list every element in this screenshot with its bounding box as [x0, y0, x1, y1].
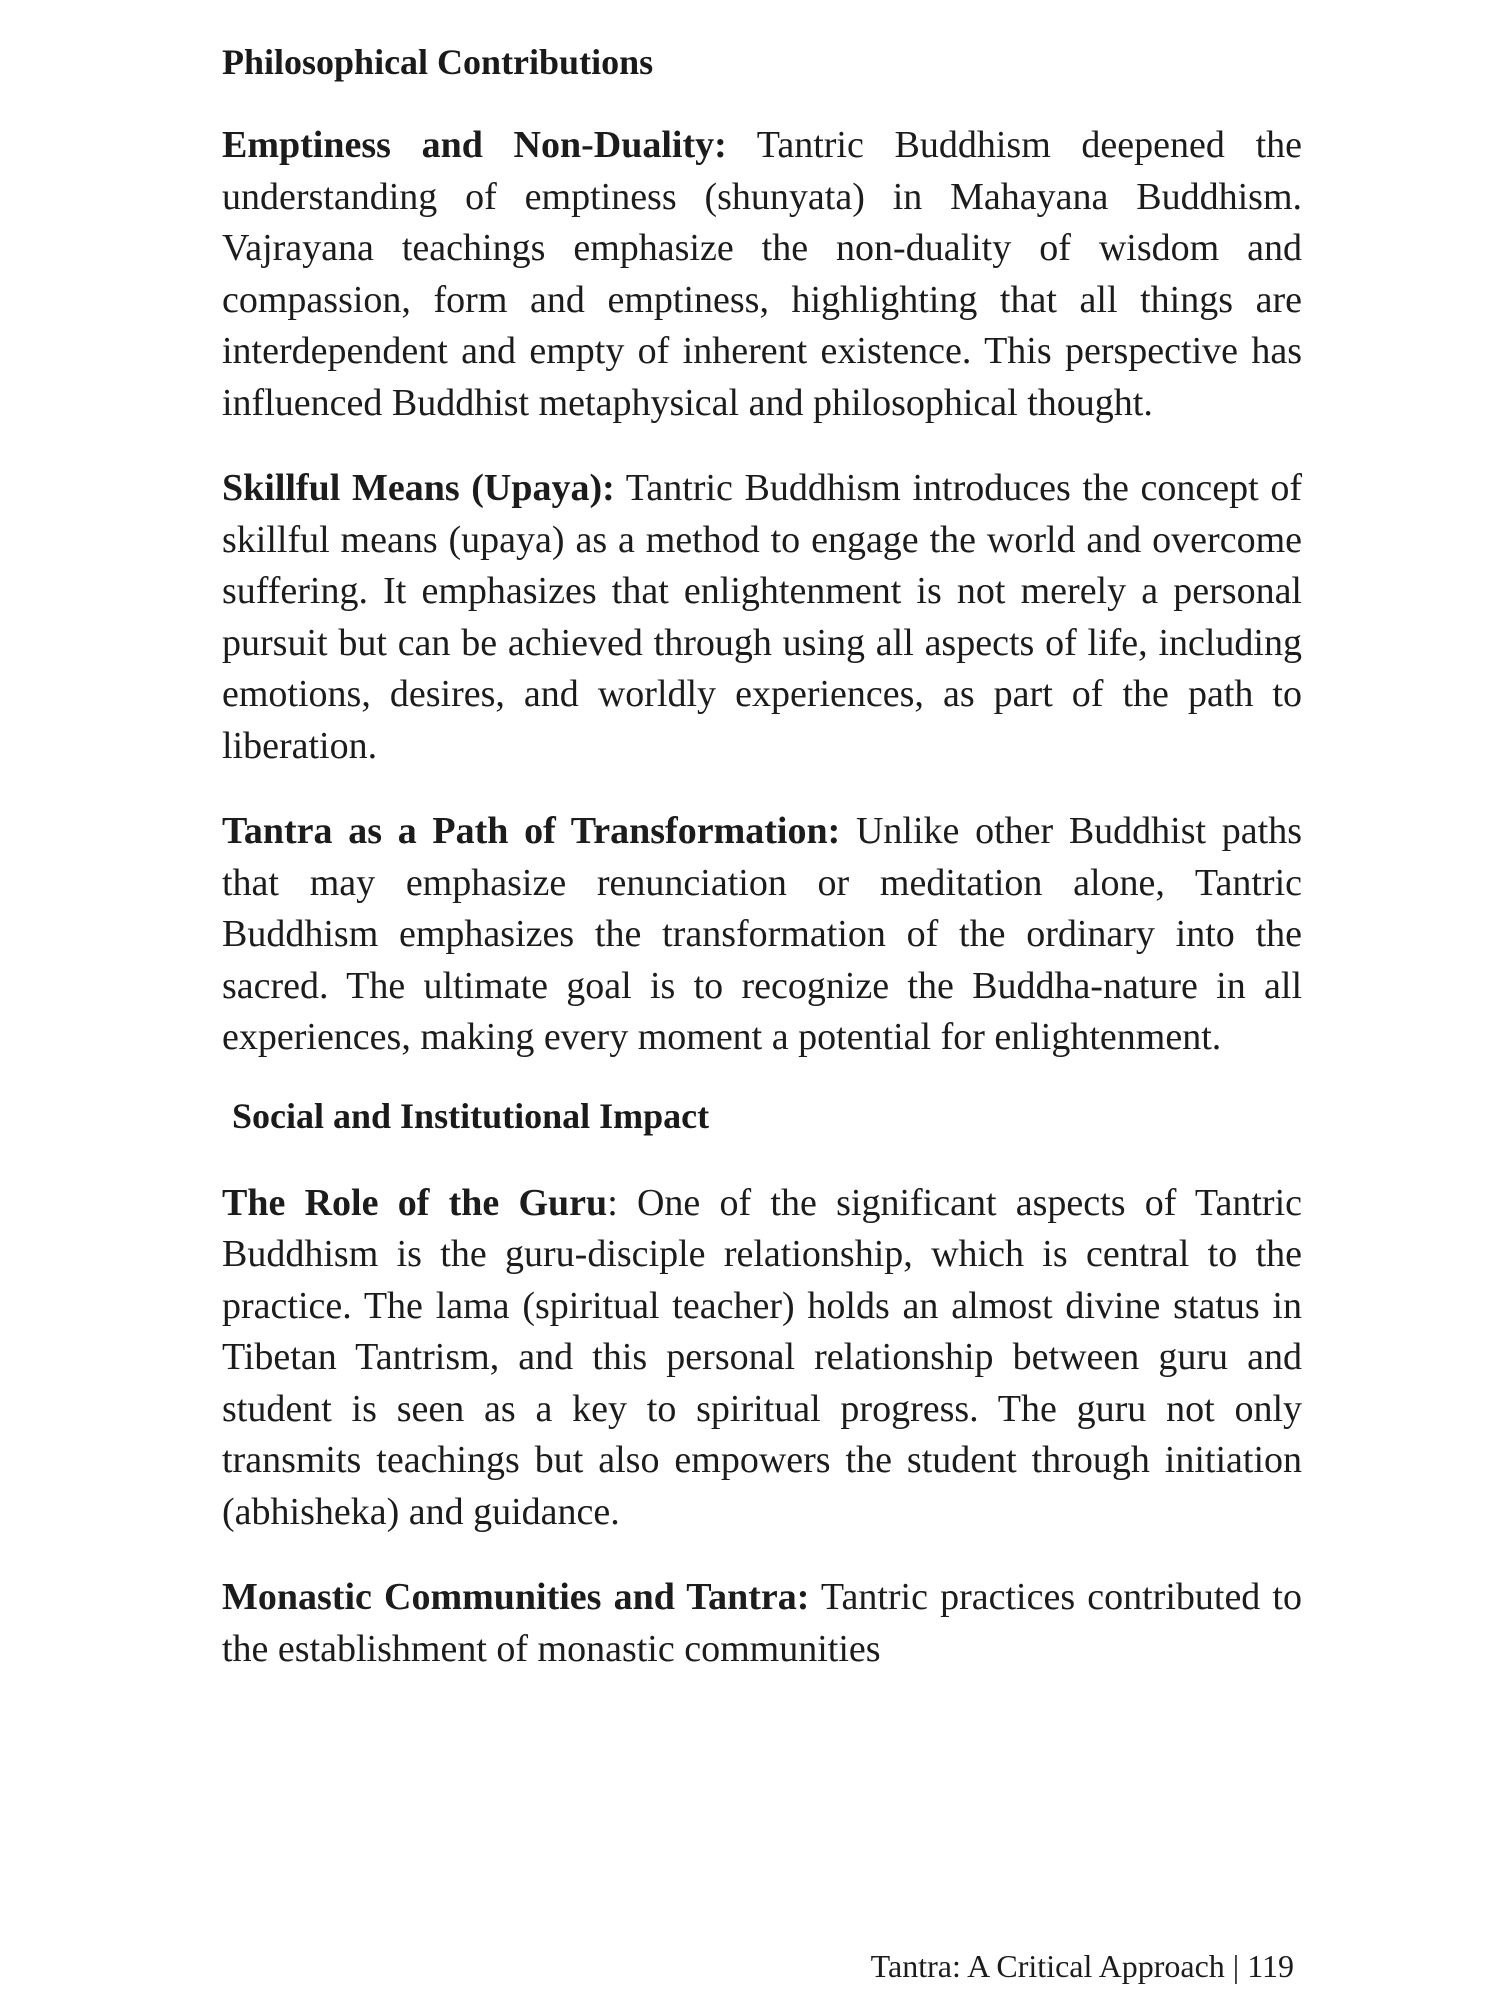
- paragraph-guru: [222, 1178, 1302, 1539]
- term-monastic: Monastic Communities and Tantra:: [222, 1576, 810, 1618]
- paragraph-transformation: [222, 806, 1302, 1064]
- term-transformation: Tantra as a Path of Transformation:: [222, 810, 841, 852]
- paragraph-skillful-means: [222, 463, 1302, 772]
- paragraph-monastic: [222, 1572, 1302, 1675]
- term-emptiness: Emptiness and Non-Duality:: [222, 124, 727, 166]
- body-skillful-means: Tantric Buddhism introduces the concept of skillful means (upaya) as a method to engage the world and overcome suffering. It emphasizes that enlightenment is not merely a personal pursuit but can be achieved through using all aspects of life, including emotions, desires, and worldly experiences, as part of the path to liberation.: [222, 467, 1302, 767]
- section-heading-philosophical: Philosophical Contributions: [222, 42, 654, 82]
- body-transformation: Unlike other Buddhist paths that may emphasize renunciation or meditation alone, Tantric Buddhism emphasizes the transformation of the ordinary into the sacred. The ultimate goal is to recognize the Buddha-nature in all experiences, making every moment a potential for enlightenment.: [222, 810, 1302, 1058]
- page-content: [222, 40, 1302, 1675]
- section-heading-social: Social and Institutional Impact: [232, 1095, 710, 1136]
- page-footer: [871, 1946, 1294, 1986]
- body-emptiness: Tantric Buddhism deepened the understanding of emptiness (shunyata) in Mahayana Buddhism. Vajrayana teachings emphasize the non-duality of wisdom and compassion, form and emptiness, highlighting that all things are interdependent and empty of inherent existence. This perspective has influenced Buddhist metaphysical and philosophical thought.: [222, 124, 1303, 424]
- footer-separator: |: [1224, 1948, 1248, 1984]
- paragraph-emptiness: [222, 120, 1302, 429]
- term-skillful-means: Skillful Means (Upaya):: [222, 467, 615, 509]
- body-monastic: Tantric practices contributed to the establishment of monastic communities: [222, 1576, 1302, 1670]
- body-guru: : One of the significant aspects of Tantric Buddhism is the guru-disciple relationship, which is central to the practice. The lama (spiritual teacher) holds an almost divine status in Tibetan Tantrism, and this personal relationship between guru and student is seen as a key to spiritual progress. The guru not only transmits teachings but also empowers the student through initiation (abhisheka) and guidance.: [222, 1181, 1302, 1533]
- term-guru: The Role of the Guru: [222, 1181, 608, 1224]
- footer-book-title: Tantra: A Critical Approach: [870, 1948, 1225, 1984]
- page-number: 119: [1247, 1948, 1294, 1984]
